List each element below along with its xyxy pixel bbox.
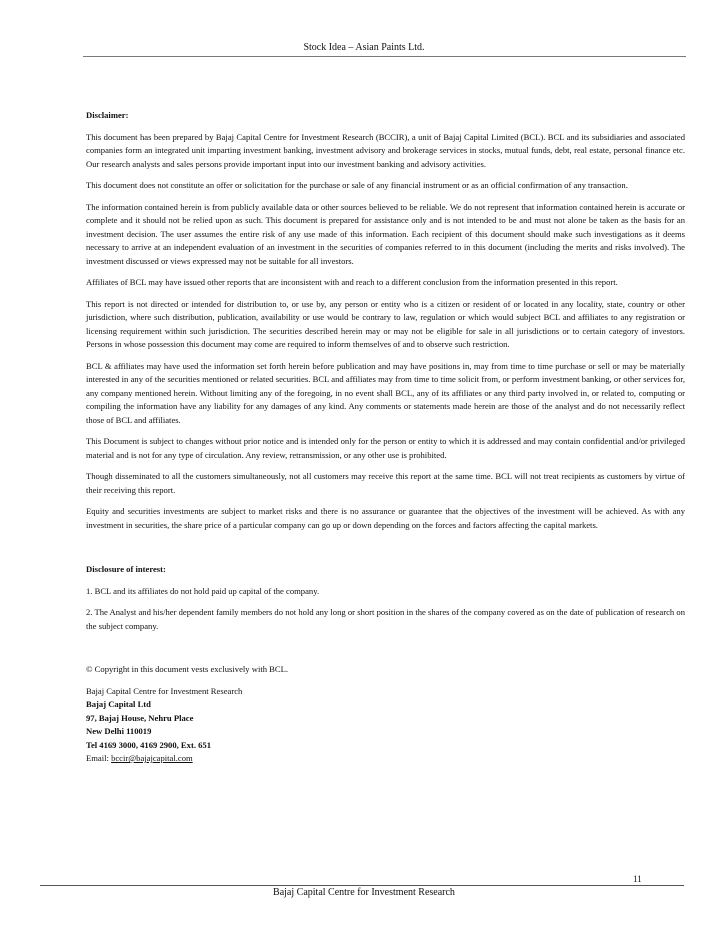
address-street: 97, Bajaj House, Nehru Place — [86, 712, 194, 723]
copyright-notice: © Copyright in this document vests exclusively with BCL. — [86, 664, 289, 674]
page-header-title: Stock Idea – Asian Paints Ltd. — [303, 42, 425, 53]
email-link[interactable]: bccir@bajajcapital.com — [111, 753, 193, 763]
disclaimer-heading: Disclaimer: — [86, 110, 129, 120]
disclaimer-paragraph: This report is not directed or intended for distribution to, or use by, any person or entity who is a citizen or resident of or located in any locality, state, country or other jurisdiction, where such distribution, publication, availability or use would be contrary to law, regulation or which would subject BCL and affiliates to any registration or licensing requirement within such jurisdiction. The securities described herein may or may not be eligible for sale in all jurisdictions or to certain category of investors. Persons in whose possession this document may come are required to inform themselves of and to observe such restriction. — [86, 298, 685, 349]
address-org: Bajaj Capital Centre for Investment Research — [86, 685, 243, 696]
page-footer-text: Bajaj Capital Centre for Investment Research — [273, 887, 455, 898]
address-phone: Tel 4169 3000, 4169 2900, Ext. 651 — [86, 739, 212, 750]
disclaimer-paragraph: Though disseminated to all the customers simultaneously, not all customers may receive this report at the same time. BCL will not treat recipients as customers by virtue of their receiving this report. — [86, 471, 685, 495]
disclaimer-paragraph: The information contained herein is from publicly available data or other sources believed to be reliable. We do not represent that information contained herein is accurate or complete and it should not be relied upon as such. This document is prepared for assistance only and is not intended to be and must not alone be taken as the basis for an investment decision. The user assumes the entire risk of any use made of this information. Each recipient of this document should make such investigations as it deems necessary to arrive at an independent evaluation of an investment in the securities of companies referred to in this document (including the merits and risks involved). The investment discussed or views expressed may not be suitable for all investors. — [86, 201, 685, 266]
contact-address — [86, 685, 685, 766]
disclaimer-paragraph: Equity and securities investments are subject to market risks and there is no assurance or guarantee that the objectives of the investment will be achieved. As with any investment in securities, the share price of a particular company can go up or down depending on the forces and factors affecting the capital markets. — [86, 506, 685, 530]
address-company: Bajaj Capital Ltd — [86, 699, 151, 709]
disclaimer-paragraph: This document has been prepared by Bajaj Capital Centre for Investment Research (BCCIR), a unit of Bajaj Capital Limited (BCL). BCL and its subsidiaries and associated companies form an integrated unit imparting investment banking, investment advisory and brokerage services in stocks, mutual funds, debt, real estate, personal finance etc. Our research analysts and sales persons provide important input into our investment banking and advisory activities. — [86, 131, 685, 169]
disclaimer-paragraph: This Document is subject to changes without prior notice and is intended only for the person or entity to which it is addressed and may contain confidential and/or privileged material and is not for any type of circulation. Any review, retransmission, or any other use is prohibited. — [86, 436, 685, 460]
document-body — [86, 109, 685, 766]
footer-divider — [40, 885, 684, 886]
header-divider — [83, 56, 686, 57]
disclaimer-paragraph: BCL & affiliates may have used the information set forth herein before publication and may have positions in, may from time to time purchase or sell or may be materially interested in any of the securities mentioned or related securities. BCL and affiliates may from time to time solicit from, or perform investment banking, or other services for, any company mentioned herein. Without limiting any of the foregoing, in no event shall BCL, any of its affiliates or any third party involved in, or related to, computing or compiling the information have any liability for any damages of any kind. Any comments or statements made herein are those of the analyst and do not necessarily reflect those of BCL and affiliates. — [86, 360, 685, 425]
disclaimer-paragraph: Affiliates of BCL may have issued other reports that are inconsistent with and reach to a different conclusion from the information presented in this report. — [86, 277, 618, 287]
disclaimer-paragraph: This document does not constitute an offer or solicitation for the purchase or sale of any financial instrument or as an official confirmation of any transaction. — [86, 180, 628, 190]
address-city: New Delhi 110019 — [86, 726, 152, 736]
page-number: 11 — [633, 874, 642, 884]
disclosure-item: 1. BCL and its affiliates do not hold paid up capital of the company. — [86, 585, 320, 596]
email-label: Email: — [86, 753, 112, 763]
disclosure-heading: Disclosure of interest: — [86, 564, 166, 574]
disclosure-item: 2. The Analyst and his/her dependent family members do not hold any long or short position in the shares of the company covered as on the date of publication of research on the subject company. — [86, 607, 685, 631]
address-email-line — [86, 752, 685, 766]
